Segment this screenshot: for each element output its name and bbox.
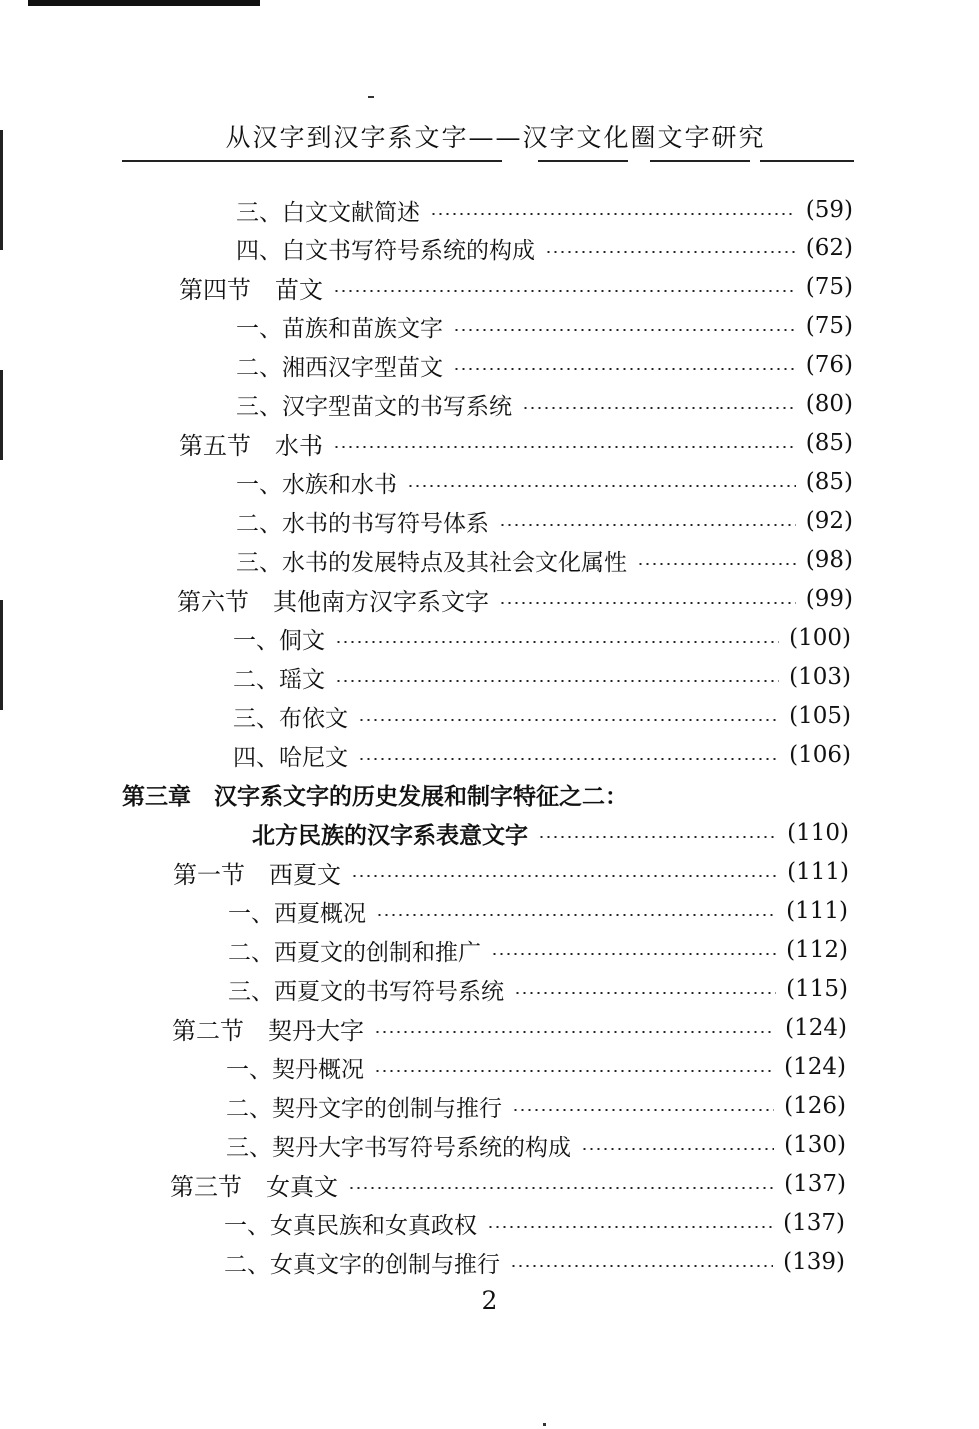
toc-entry[interactable]	[228, 932, 848, 968]
toc-entry-label: 三、布依文	[233, 705, 348, 732]
toc-section[interactable]	[179, 269, 853, 305]
toc-section-label: 第五节 水书	[179, 431, 323, 460]
toc-entry[interactable]	[224, 1205, 845, 1241]
toc-entry-page: (126)	[784, 1093, 846, 1119]
dot-leader	[510, 1265, 773, 1267]
toc-chapter-page: (110)	[787, 820, 849, 846]
toc-entry[interactable]	[236, 192, 853, 228]
toc-chapter-subtitle-label: 北方民族的汉字系表意文字	[252, 822, 528, 849]
toc-section-page: (111)	[787, 859, 849, 885]
toc-entry-page: (98)	[805, 547, 853, 573]
dot-leader	[637, 563, 796, 565]
dot-leader	[374, 1031, 775, 1033]
toc-entry[interactable]	[233, 620, 851, 656]
dot-leader	[545, 251, 796, 253]
toc-entry-label: 二、契丹文字的创制与推行	[226, 1095, 502, 1122]
dot-leader	[499, 602, 796, 604]
toc-section-page: (137)	[784, 1171, 846, 1197]
toc-section-label: 第三节 女真文	[170, 1172, 338, 1201]
dot-leader	[333, 446, 796, 448]
toc-entry[interactable]	[226, 1127, 846, 1163]
toc-entry[interactable]	[233, 698, 851, 734]
toc-section-label: 第六节 其他南方汉字系文字	[177, 587, 489, 616]
dot-leader	[487, 1226, 773, 1228]
toc-entry-page: (62)	[805, 235, 853, 261]
toc-entry-page: (137)	[783, 1210, 845, 1236]
toc-entry-label: 三、水书的发展特点及其社会文化属性	[236, 549, 627, 576]
toc-section[interactable]	[179, 425, 853, 461]
toc-entry-label: 三、汉字型苗文的书写系统	[236, 393, 512, 420]
toc-section-page: (85)	[805, 430, 853, 456]
toc-entry-page: (130)	[784, 1132, 846, 1158]
toc-section-page: (75)	[805, 274, 853, 300]
scan-speck	[543, 1423, 546, 1426]
toc-entry-page: (112)	[786, 937, 848, 963]
toc-entry[interactable]	[226, 1088, 846, 1124]
dot-leader	[512, 1109, 774, 1111]
toc-entry-label: 三、契丹大字书写符号系统的构成	[226, 1134, 571, 1161]
toc-entry-label: 三、西夏文的书写符号系统	[228, 978, 504, 1005]
toc-section[interactable]	[177, 581, 853, 617]
toc-entry-page: (111)	[786, 898, 848, 924]
toc-chapter-label: 第三章 汉字系文字的历史发展和制字特征之二：	[122, 783, 628, 810]
toc-entry[interactable]	[236, 542, 853, 578]
header-rule	[538, 160, 628, 162]
toc-entry-label: 三、白文文献简述	[236, 199, 420, 226]
toc-entry-page: (105)	[789, 703, 851, 729]
dot-leader	[581, 1148, 774, 1150]
toc-section-page: (124)	[785, 1015, 847, 1041]
toc-entry[interactable]	[228, 971, 848, 1007]
dot-leader	[522, 407, 796, 409]
header-rule	[122, 160, 502, 162]
toc-chapter-subtitle[interactable]	[252, 815, 849, 851]
header-rule	[760, 160, 854, 162]
toc-entry[interactable]	[228, 893, 848, 929]
toc-entry-page: (106)	[789, 742, 851, 768]
toc-entry-page: (115)	[786, 976, 848, 1002]
toc-entry-label: 一、侗文	[233, 627, 325, 654]
toc-entry-page: (76)	[805, 352, 853, 378]
dot-leader	[499, 524, 796, 526]
dot-leader	[348, 1187, 774, 1189]
scan-speck	[368, 96, 374, 98]
toc-entry-page: (85)	[805, 469, 853, 495]
toc-entry-page: (100)	[789, 625, 851, 651]
toc-entry-label: 二、湘西汉字型苗文	[236, 354, 443, 381]
scan-edge-mark	[0, 370, 3, 460]
toc-entry-label: 四、白文书写符号系统的构成	[236, 237, 535, 264]
dot-leader	[335, 680, 779, 682]
toc-entry-label: 一、西夏概况	[228, 900, 366, 927]
toc-entry[interactable]	[236, 386, 853, 422]
page-number: 2	[481, 1286, 498, 1315]
dot-leader	[358, 719, 779, 721]
toc-entry-label: 一、契丹概况	[226, 1056, 364, 1083]
toc-section[interactable]	[170, 1166, 846, 1202]
toc-entry[interactable]	[224, 1244, 845, 1280]
toc-entry[interactable]	[236, 464, 853, 500]
toc-entry[interactable]	[236, 308, 853, 344]
dot-leader	[333, 290, 796, 292]
toc-section[interactable]	[173, 854, 849, 890]
toc-section-label: 第四节 苗文	[179, 275, 323, 304]
header-rule	[650, 160, 750, 162]
dot-leader	[407, 485, 796, 487]
toc-entry-label: 四、哈尼文	[233, 744, 348, 771]
toc-entry-page: (80)	[805, 391, 853, 417]
toc-entry-page: (59)	[805, 197, 853, 223]
scan-edge-mark	[0, 600, 3, 710]
toc-entry[interactable]	[236, 347, 853, 383]
dot-leader	[514, 992, 776, 994]
toc-entry[interactable]	[236, 503, 853, 539]
toc-entry-page: (75)	[805, 313, 853, 339]
toc-entry-label: 一、水族和水书	[236, 471, 397, 498]
dot-leader	[376, 914, 776, 916]
toc-chapter-heading[interactable]	[122, 776, 851, 812]
toc-entry-page: (103)	[789, 664, 851, 690]
dot-leader	[351, 875, 777, 877]
dot-leader	[538, 836, 777, 838]
toc-entry-label: 二、西夏文的创制和推广	[228, 939, 481, 966]
scan-edge-bar	[28, 0, 260, 6]
dot-leader	[374, 1070, 774, 1072]
toc-entry-label: 一、女真民族和女真政权	[224, 1212, 477, 1239]
toc-section-label: 第一节 西夏文	[173, 860, 341, 889]
dot-leader	[453, 329, 796, 331]
toc-section[interactable]	[172, 1010, 847, 1046]
dot-leader	[335, 641, 779, 643]
toc-entry-label: 一、苗族和苗族文字	[236, 315, 443, 342]
toc-entry-page: (139)	[783, 1249, 845, 1275]
toc-entry-label: 二、瑶文	[233, 666, 325, 693]
toc-entry-page: (124)	[784, 1054, 846, 1080]
toc-entry[interactable]	[233, 737, 851, 773]
toc-entry-page: (92)	[805, 508, 853, 534]
toc-entry-label: 二、水书的书写符号体系	[236, 510, 489, 537]
toc-entry[interactable]	[236, 230, 853, 266]
dot-leader	[430, 213, 796, 215]
dot-leader	[358, 758, 779, 760]
dot-leader	[491, 953, 776, 955]
toc-entry-label: 二、女真文字的创制与推行	[224, 1251, 500, 1278]
dot-leader	[453, 368, 796, 370]
toc-entry[interactable]	[226, 1049, 846, 1085]
running-header: 从汉字到汉字系文字——汉字文化圈文字研究	[225, 123, 766, 152]
toc-entry[interactable]	[233, 659, 851, 695]
toc-section-page: (99)	[805, 586, 853, 612]
toc-section-label: 第二节 契丹大字	[172, 1016, 364, 1045]
